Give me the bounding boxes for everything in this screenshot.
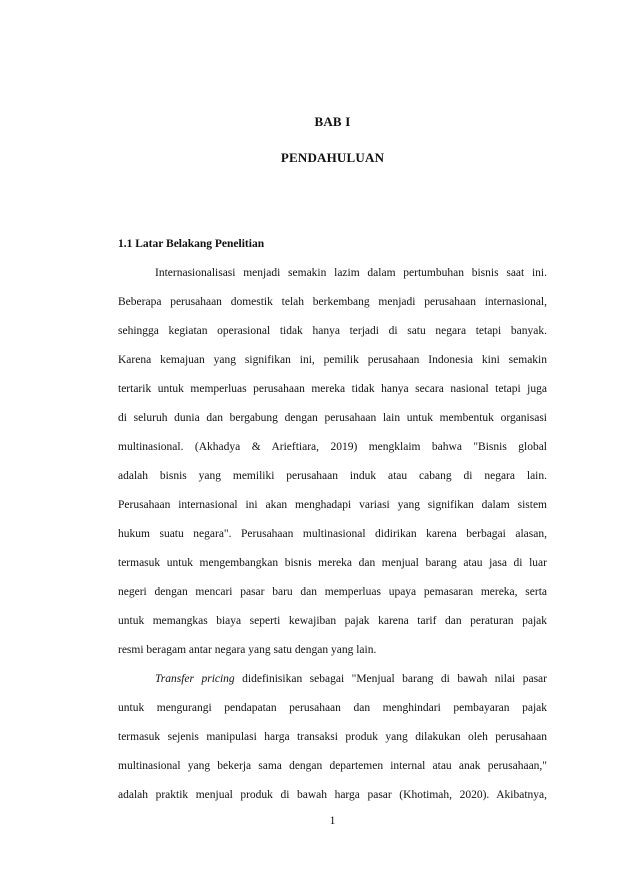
paragraph-line: multinasional. (Akhadya & Arieftiara, 2019) mengklaim bahwa "Bisnis global: [118, 441, 547, 453]
paragraph-line: resmi beragam antar negara yang satu dengan yang lain.: [118, 644, 377, 656]
paragraph-line: Perusahaan internasional ini akan menghadapi variasi yang signifikan dalam sistem: [118, 499, 547, 511]
paragraph-line: Karena kemajuan yang signifikan ini, pemilik perusahaan Indonesia kini semakin: [118, 354, 547, 366]
paragraph-line: di seluruh dunia dan bergabung dengan perusahaan lain untuk membentuk organisasi: [118, 412, 547, 424]
paragraph-line-rest: didefinisikan sebagai "Menjual barang di bawah nilai pasar: [234, 673, 547, 685]
paragraph-line: sehingga kegiatan operasional tidak hanya terjadi di satu negara tetapi banyak.: [118, 325, 547, 337]
chapter-label: BAB I: [314, 114, 351, 129]
chapter-title: PENDAHULUAN: [280, 150, 385, 165]
paragraph-line: untuk memangkas biaya seperti kewajiban pajak karena tarif dan peraturan pajak: [118, 615, 547, 627]
paragraph-line: multinasional yang bekerja sama dengan departemen internal atau anak perusahaan,": [118, 760, 547, 772]
paragraph-line: termasuk untuk mengembangkan bisnis mereka dan menjual barang atau jasa di luar: [118, 557, 547, 569]
paragraph-first-line: [155, 672, 547, 686]
paragraph-line: adalah bisnis yang memiliki perusahaan induk atau cabang di negara lain.: [118, 470, 547, 482]
term-transfer-pricing: Transfer pricing: [155, 673, 235, 685]
paragraph-line: untuk mengurangi pendapatan perusahaan dan menghindari pembayaran pajak: [118, 702, 547, 714]
paragraph-line: Beberapa perusahaan domestik telah berkembang menjadi perusahaan internasional,: [118, 296, 547, 308]
paragraph-line: negeri dengan mencari pasar baru dan memperluas upaya pemasaran mereka, serta: [118, 586, 547, 598]
page-number: 1: [329, 815, 336, 827]
paragraph-line: tertarik untuk memperluas perusahaan mereka tidak hanya secara nasional tetapi juga: [118, 383, 547, 395]
section-heading: 1.1 Latar Belakang Penelitian: [118, 238, 265, 250]
paragraph-line: Internasionalisasi menjadi semakin lazim dalam pertumbuhan bisnis saat ini.: [155, 267, 547, 279]
paragraph-line: termasuk sejenis manipulasi harga transaksi produk yang dilakukan oleh perusahaan: [118, 731, 547, 743]
paragraph-line: adalah praktik menjual produk di bawah harga pasar (Khotimah, 2020). Akibatnya,: [118, 789, 547, 801]
paragraph-line: hukum suatu negara". Perusahaan multinasional didirikan karena berbagai alasan,: [118, 528, 547, 540]
